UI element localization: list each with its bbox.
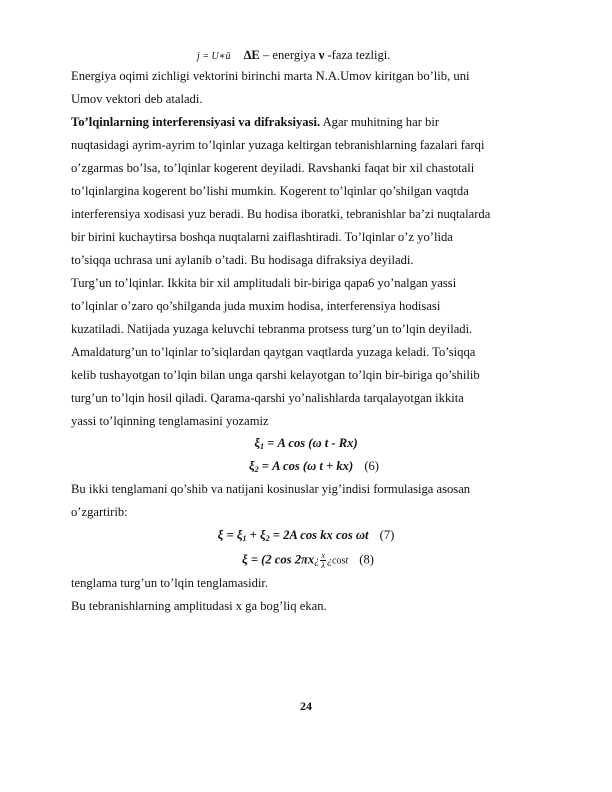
inverted-question-mark: ¿ [314,555,320,567]
fraction-x-over-lambda [320,551,326,570]
equals-sign: = [223,528,237,542]
time-symbol: t [365,528,369,542]
equation-body: = A cos ( [264,436,313,450]
equation-tail: t + kx) [316,459,354,473]
omega-symbol: ω [355,528,365,542]
subscript: 2 [265,534,270,543]
paragraph-line: kuzatiladi. Natijada yuzaga keluvchi tebranma protsess turg’un to’lqin deyiladi. [71,322,473,336]
paragraph-line: tenglama turg’un to’lqin tenglamasidir. [71,576,269,590]
paragraph-line: turg’un to’lqin hosil qiladi. Qarama-qarshi yo’nalishlarda tarqalayotgan ikkita [71,391,464,405]
xi-symbol: ξ [242,552,248,567]
paragraph-line: Energiya oqimi zichligi vektorini birinchi marta N.A.Umov kiritgan bo’lib, uni [71,69,470,83]
equation-body: = (2 cos 2 [247,552,302,567]
xi-symbol: ξ [217,528,224,542]
plus-sign: + [246,528,260,542]
energy-flux-formula: j = U∗ū [197,51,231,62]
equation-2 [8,458,612,478]
paragraph-line: kelib tushayotgan to’lqin bilan unga qarshi kelayotgan to’lqin bir-biriga qo’shilib [71,368,480,382]
inverted-question-mark: ¿ [327,555,332,567]
equation-number: (6) [364,459,379,473]
paragraph-line: o’zgartirib: [71,505,128,519]
xi-symbol: ξ [254,436,261,450]
equation-body: = A cos ( [258,459,308,473]
paragraph-line: to’lqinlar o’zaro qo’shilganda juda muxim hodisa, interferensiya hodisasi [71,299,441,313]
section-heading: To’lqinlarning interferensiyasi va difraksiyasi. [71,115,321,129]
pi-symbol: π [301,552,308,567]
subscript: 1 [242,534,247,543]
x-symbol: x [307,552,315,567]
page-number: 24 [300,699,312,713]
xi-symbol: ξ [248,459,255,473]
formula-top-tail: -faza tezligi. [324,48,391,62]
paragraph-line: bir birini kuchaytirsa boshqa nuqtalarni zaiflashtiradi. To’lqinlar o’z yo’lida [71,230,453,244]
omega-symbol: ω [307,459,317,473]
equation-tail: t - Rx) [321,436,358,450]
section-heading-rest: Agar muhitning har bir [320,115,440,129]
paragraph-line: to’siqqa uchrasa uni aylanib o’tadi. Bu hodisaga difraksiya deyiladi. [71,253,414,267]
xi-symbol: ξ [236,528,243,542]
paragraph-line: Umov vektori deb ataladi. [71,92,203,106]
fraction-numerator: x [321,550,325,560]
cos-function: cos [332,555,346,567]
paragraph-line: interferensiya xodisasi yuz beradi. Bu hodisa iboratki, tebranishlar ba’zi nuqtalarda [71,207,491,221]
equation-number: (8) [359,552,374,567]
equation-4 [2,551,612,570]
delta-e-symbol: ∆E [243,48,260,62]
equation-3 [0,527,612,547]
paragraph-line: Bu ikki tenglamani qo’shib va natijani kosinuslar yig’indisi formulasiga asosan [71,482,471,496]
xi-symbol: ξ [259,528,266,542]
subscript: 2 [254,465,259,474]
time-symbol: t [345,555,349,567]
paragraph-line: o’zgarmas bo’lsa, to’lqinlar kogerent deyiladi. Ravshanki faqat bir xil chastotali [71,161,475,175]
section-heading-line [71,114,439,130]
formula-top-text: – energiya [259,48,319,62]
equation-number: (7) [379,528,395,542]
formula-line-top [197,47,390,65]
paragraph-line: Amaldaturg’un to’lqinlar to’siqlardan qaytgan vaqtlarda yuzaga keladi. To’siqqa [71,345,476,359]
subscript: 1 [260,442,265,451]
paragraph-line: yassi to’lqinning tenglamasini yozamiz [71,414,269,428]
equation-body: = 2A cos kx cos [269,528,356,542]
paragraph-line: nuqtasidagi ayrim-ayrim to’lqinlar yuzaga keltirgan tebranishlarning fazalari farqi [71,138,485,152]
nu-symbol: ν [318,48,325,62]
omega-symbol: ω [312,436,322,450]
paragraph-line: Turg’un to’lqinlar. Ikkita bir xil amplitudali bir-biriga qapa6 yo’nalgan yassi [71,276,457,290]
equation-1 [0,435,612,455]
fraction-denominator: λ [321,560,325,570]
paragraph-line: Bu tebranishlarning amplitudasi x ga bog’liq ekan. [71,599,327,613]
paragraph-line: to’lqinlargina kogerent bo’lishi mumkin. Kogerent to’lqinlar qo’shilgan vaqtda [71,184,469,198]
